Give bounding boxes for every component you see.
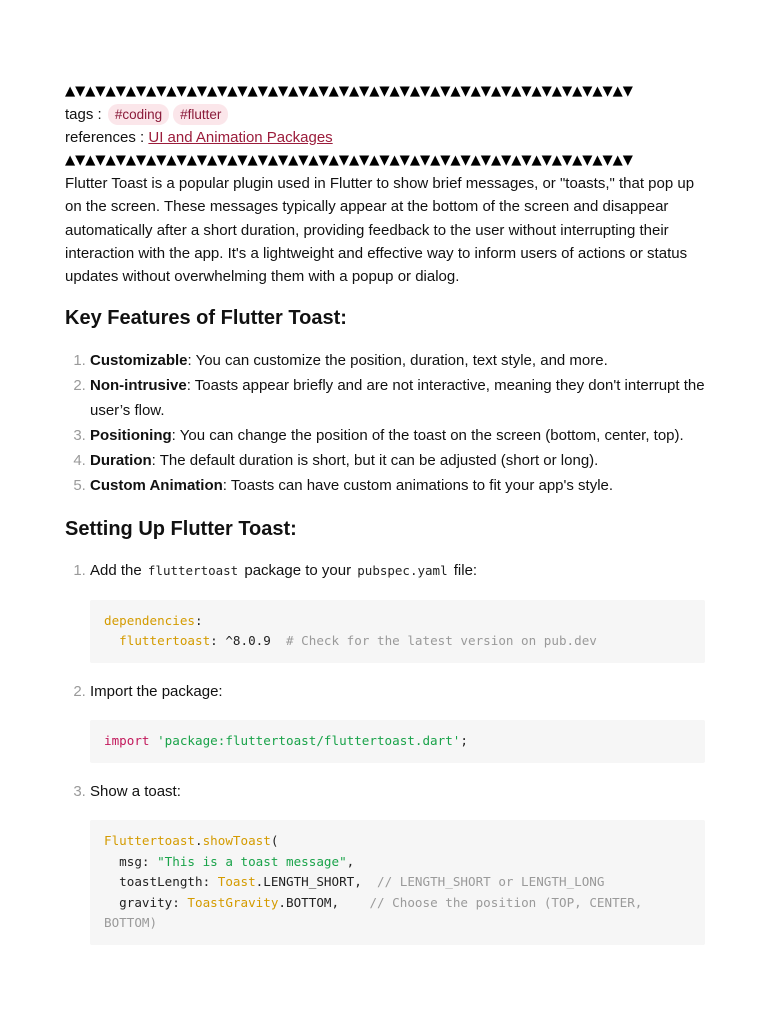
code-keyword: import xyxy=(104,733,150,749)
list-item xyxy=(90,349,705,374)
tag-coding[interactable]: #coding xyxy=(108,104,169,125)
setup-heading: Setting Up Flutter Toast: xyxy=(65,518,297,541)
feature-text: : You can change the position of the toast on the screen (bottom, center, top). xyxy=(171,426,684,444)
feature-term: Customizable xyxy=(90,352,188,370)
list-item xyxy=(90,449,705,474)
setup-steps-list xyxy=(65,559,705,945)
code-token: fluttertoast xyxy=(119,633,211,649)
feature-term: Non-intrusive xyxy=(90,377,187,395)
code-token xyxy=(271,633,286,648)
code-token: : xyxy=(195,612,203,628)
intro-paragraph: Flutter Toast is a popular plugin used in Flutter to show brief messages, or "toasts," that pop up on the screen. These messages typically appear at the bottom of the screen and disappear automatically after a short duration, providing feedback to the user without interrupting their interaction with the app. It's a lightweight and effective way to inform users of actions or status updates without overwhelming them with a popup or dialog. xyxy=(65,175,695,286)
feature-text: : Toasts can have custom animations to fit your app's style. xyxy=(222,476,614,494)
code-string: 'package:fluttertoast/fluttertoast.dart' xyxy=(157,733,461,749)
list-item xyxy=(90,474,705,499)
code-token: ( xyxy=(270,833,279,849)
feature-text: : The default duration is short, but it can be adjusted (short or long). xyxy=(151,451,599,469)
features-list xyxy=(65,349,705,498)
code-token: toastLength: xyxy=(104,874,218,890)
references-label: references : xyxy=(65,129,145,146)
code-token xyxy=(339,895,369,910)
feature-term: Positioning xyxy=(90,426,172,444)
tag-flutter[interactable]: #flutter xyxy=(173,104,228,125)
code-token: ; xyxy=(460,733,468,749)
code-token: .LENGTH_SHORT, xyxy=(255,874,362,890)
code-token: showToast xyxy=(202,833,271,849)
step-text: Show a toast: xyxy=(90,782,181,800)
feature-text: : You can customize the position, duration, text style, and more. xyxy=(187,352,608,370)
code-token: .BOTTOM, xyxy=(278,894,340,910)
step-text: file: xyxy=(449,562,478,580)
code-token: gravity: xyxy=(104,894,188,910)
tags-row xyxy=(65,103,705,126)
setup-step-3 xyxy=(90,780,705,945)
code-token xyxy=(362,874,377,889)
features-heading: Key Features of Flutter Toast: xyxy=(65,307,347,330)
code-block-import[interactable] xyxy=(90,720,705,763)
setup-step-2 xyxy=(90,680,705,763)
list-item xyxy=(90,374,705,423)
decorative-divider-top: ▲▼▲▼▲▼▲▼▲▼▲▼▲▼▲▼▲▼▲▼▲▼▲▼▲▼▲▼▲▼▲▼▲▼▲▼▲▼▲▼▲▼▲▼▲▼▲▼▲▼▲▼▲▼▲▼ xyxy=(65,84,633,99)
code-token: ToastGravity xyxy=(187,894,279,910)
feature-text: : Toasts appear briefly and are not interactive, meaning they don't interrupt the user’s flow. xyxy=(90,377,705,419)
inline-code: pubspec.yaml xyxy=(357,563,448,579)
code-token: dependencies xyxy=(104,612,195,628)
decorative-divider-bottom: ▲▼▲▼▲▼▲▼▲▼▲▼▲▼▲▼▲▼▲▼▲▼▲▼▲▼▲▼▲▼▲▼▲▼▲▼▲▼▲▼▲▼▲▼▲▼▲▼▲▼▲▼▲▼▲▼ xyxy=(65,153,633,168)
code-token xyxy=(104,633,119,648)
code-comment: // LENGTH_SHORT or LENGTH_LONG xyxy=(377,874,605,890)
code-token: , xyxy=(346,853,355,869)
code-block-dependencies[interactable] xyxy=(90,600,705,663)
list-item xyxy=(90,424,705,449)
step-text: package to your xyxy=(240,562,356,580)
code-token: . xyxy=(195,833,203,849)
code-token: : ^8.0.9 xyxy=(210,633,271,649)
inline-code: fluttertoast xyxy=(147,563,239,579)
code-token: Toast xyxy=(217,874,256,890)
step-text: Add the xyxy=(90,562,146,580)
code-token: msg: xyxy=(104,853,158,869)
code-comment: # Check for the latest version on pub.dev xyxy=(286,633,597,649)
code-comment: // Choose the position (TOP, CENTER, BOTTOM) xyxy=(104,894,650,931)
code-block-show-toast[interactable] xyxy=(90,820,705,945)
feature-term: Duration xyxy=(90,451,152,469)
reference-link[interactable]: UI and Animation Packages xyxy=(148,129,333,146)
setup-step-1 xyxy=(90,559,705,663)
references-row xyxy=(65,126,705,149)
code-token: Fluttertoast xyxy=(104,833,195,849)
code-string: "This is a toast message" xyxy=(157,853,347,869)
tags-label: tags : xyxy=(65,106,102,123)
step-text: Import the package: xyxy=(90,682,223,700)
note-page xyxy=(65,80,705,962)
feature-term: Custom Animation xyxy=(90,476,223,494)
